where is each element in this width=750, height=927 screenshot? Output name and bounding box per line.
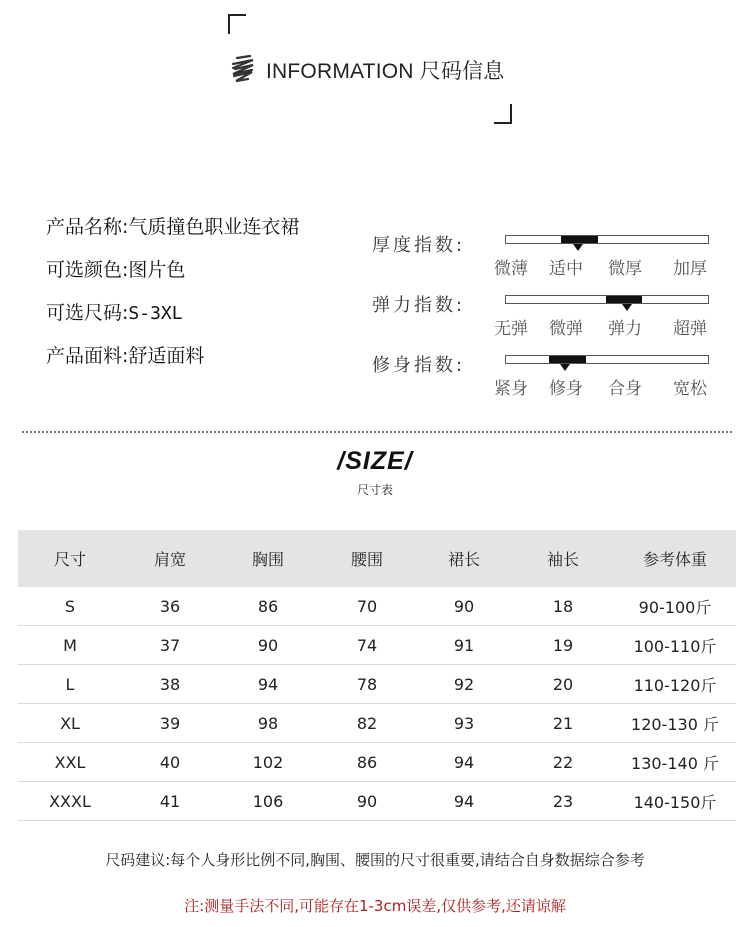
slim-fit-option: 紧身	[494, 379, 528, 399]
header-cell: 参考体重	[642, 550, 707, 569]
product-fabric-label: 产品面料:	[46, 345, 129, 367]
table-cell: 98	[257, 713, 279, 733]
product-name-value: 气质撞色职业连衣裙	[128, 216, 300, 238]
table-cell: S	[64, 596, 76, 616]
table-cell: 21	[552, 713, 574, 733]
table-row	[18, 665, 736, 704]
table-cell: XL	[60, 713, 80, 733]
product-color-label: 可选颜色:	[46, 259, 129, 281]
table-cell: 41	[159, 791, 181, 811]
table-row	[18, 743, 736, 782]
slim-fit-index-options	[494, 374, 716, 399]
table-cell: 90	[453, 596, 475, 616]
thickness-index-bar	[505, 235, 709, 244]
table-cell: 39	[159, 713, 181, 733]
corner-bracket-top-left	[228, 14, 246, 34]
thickness-index-label: 厚度指数:	[372, 235, 466, 256]
table-cell: 100-110斤	[633, 636, 717, 656]
table-cell: 20	[552, 674, 574, 694]
table-cell: 140-150斤	[633, 792, 717, 812]
size-title: /SIZE/	[337, 447, 413, 475]
table-cell: 92	[453, 674, 475, 694]
info-header	[228, 52, 504, 88]
elasticity-option: 无弹	[494, 319, 528, 339]
table-cell: 86	[356, 752, 378, 772]
slim-fit-option: 修身	[549, 379, 583, 399]
table-cell: 19	[552, 635, 574, 655]
product-color-value: 图片色	[128, 259, 186, 281]
table-row	[18, 782, 736, 821]
table-cell: 90	[356, 791, 378, 811]
product-info	[46, 212, 299, 384]
table-cell: 93	[453, 713, 475, 733]
table-cell: 130-140 斤	[631, 753, 719, 773]
table-cell: M	[63, 635, 77, 655]
table-cell: 110-120斤	[633, 675, 717, 695]
table-cell: 106	[252, 791, 284, 811]
size-advice: 尺码建议:每个人身形比例不同,胸围、腰围的尺寸很重要,请结合自身数据综合参考	[105, 851, 645, 869]
size-table-header	[18, 530, 736, 587]
elasticity-index-label: 弹力指数:	[372, 295, 466, 316]
layered-stripes-icon	[228, 54, 258, 86]
slim-fit-index-label: 修身指数:	[372, 355, 466, 376]
table-cell: 70	[356, 596, 378, 616]
info-title: INFORMATION 尺码信息	[266, 60, 505, 83]
table-cell: 102	[252, 752, 284, 772]
table-row	[18, 704, 736, 743]
thickness-index-options	[494, 254, 716, 279]
header-cell: 胸围	[251, 550, 284, 569]
table-row	[18, 626, 736, 665]
table-cell: 23	[552, 791, 574, 811]
table-cell: 94	[453, 752, 475, 772]
table-cell: 74	[356, 635, 378, 655]
product-size-label: 可选尺码:	[46, 302, 129, 324]
table-cell: 91	[453, 635, 475, 655]
table-cell: XXXL	[49, 791, 91, 811]
product-size-row	[46, 298, 299, 341]
product-color-row	[46, 255, 299, 298]
thickness-index	[372, 226, 722, 286]
elasticity-index-marker	[606, 296, 642, 303]
slim-fit-index-bar	[505, 355, 709, 364]
thickness-option: 适中	[549, 259, 583, 279]
table-cell: 90	[257, 635, 279, 655]
header-cell: 肩宽	[153, 550, 186, 569]
table-cell: XXL	[54, 752, 86, 772]
thickness-option: 加厚	[673, 259, 707, 279]
table-cell: 90-100斤	[638, 597, 712, 617]
table-cell: 37	[159, 635, 181, 655]
header-cell: 袖长	[546, 550, 579, 569]
fit-indices	[372, 226, 722, 406]
slim-fit-index-marker	[549, 356, 586, 363]
table-cell: 86	[257, 596, 279, 616]
table-cell: 40	[159, 752, 181, 772]
elasticity-option: 超弹	[673, 319, 707, 339]
thickness-index-arrow	[573, 244, 583, 251]
dotted-divider	[22, 431, 732, 433]
thickness-option: 微厚	[608, 259, 642, 279]
elasticity-option: 微弹	[549, 319, 583, 339]
header-cell: 裙长	[447, 550, 480, 569]
slim-fit-option: 合身	[608, 379, 642, 399]
slim-fit-index-arrow	[560, 364, 570, 371]
product-size-value: S-3XL	[128, 303, 183, 324]
table-cell: 38	[159, 674, 181, 694]
product-fabric-row	[46, 341, 299, 384]
table-row	[18, 587, 736, 626]
thickness-index-marker	[561, 236, 598, 243]
table-cell: 120-130 斤	[631, 714, 719, 734]
measurement-note: 注:测量手法不同,可能存在1-3cm误差,仅供参考,还请谅解	[184, 897, 566, 915]
header-cell: 腰围	[350, 550, 383, 569]
slim-fit-option: 宽松	[673, 379, 707, 399]
table-cell: 18	[552, 596, 574, 616]
header-cell: 尺寸	[53, 550, 86, 569]
elasticity-index-arrow	[622, 304, 632, 311]
table-cell: 94	[453, 791, 475, 811]
table-cell: 36	[159, 596, 181, 616]
elasticity-index-bar	[505, 295, 709, 304]
size-subtitle: 尺寸表	[356, 483, 393, 497]
table-cell: 82	[356, 713, 378, 733]
table-cell: 22	[552, 752, 574, 772]
elasticity-index-options	[494, 314, 716, 339]
size-table	[18, 530, 736, 821]
table-cell: 78	[356, 674, 378, 694]
table-cell: L	[65, 674, 75, 694]
product-name-label: 产品名称:	[46, 216, 129, 238]
table-cell: 94	[257, 674, 279, 694]
product-name-row	[46, 212, 299, 255]
elasticity-index	[372, 286, 722, 346]
corner-bracket-bottom-right	[494, 104, 512, 124]
thickness-option: 微薄	[494, 259, 528, 279]
elasticity-option: 弹力	[608, 319, 642, 339]
slim-fit-index	[372, 346, 722, 406]
product-fabric-value: 舒适面料	[128, 345, 205, 367]
